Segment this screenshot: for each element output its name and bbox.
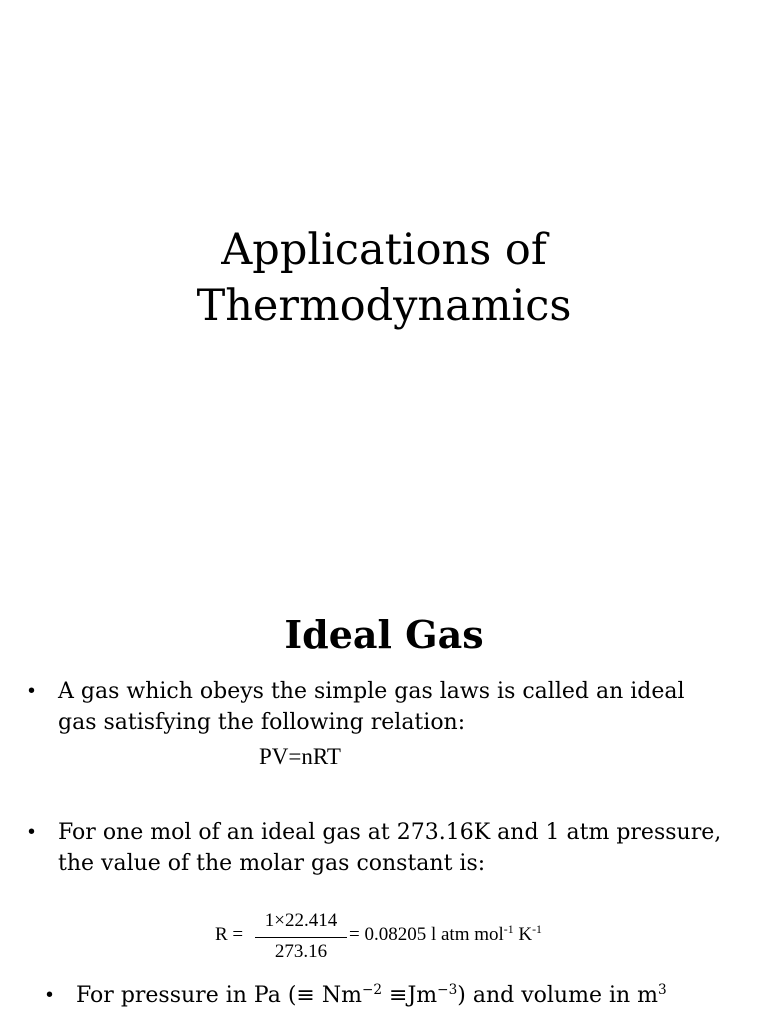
formula-numerator: 1×22.414 bbox=[264, 910, 338, 931]
formula-exponent-mol: -1 bbox=[503, 922, 514, 936]
formula-unit-k: K bbox=[513, 924, 533, 945]
bullet-text: A gas which obeys the simple gas laws is called an ideal gas satisfying the following relation: bbox=[58, 679, 685, 735]
bullet3-sup3: 3 bbox=[658, 981, 667, 998]
gas-constant-formula bbox=[215, 908, 635, 966]
bullet-dot: • bbox=[46, 984, 54, 1006]
bullet3-sup1: −2 bbox=[361, 981, 383, 998]
presentation-title bbox=[0, 222, 768, 334]
formula-rhs-value: = 0.08205 l atm mol bbox=[349, 924, 504, 945]
title-line-2: Thermodynamics bbox=[196, 281, 572, 331]
bullet-dot: • bbox=[28, 821, 36, 843]
ideal-gas-slide bbox=[0, 590, 768, 1024]
formula-fraction bbox=[255, 908, 347, 967]
bullet3-part1: For pressure in Pa (≡ Nm bbox=[76, 983, 362, 1008]
title-line-1: Applications of bbox=[221, 225, 547, 275]
bullet3-part3: ) and volume in m bbox=[457, 983, 659, 1008]
ideal-gas-equation: PV=nRT bbox=[259, 744, 341, 769]
formula-rhs bbox=[349, 924, 542, 946]
bullet3-part2: ≡Jm bbox=[382, 983, 438, 1008]
formula-denominator: 273.16 bbox=[274, 941, 328, 962]
bullet-pressure-units bbox=[46, 980, 746, 1011]
fraction-bar bbox=[255, 937, 347, 938]
bullet-text: For one mol of an ideal gas at 273.16K and 1 atm pressure, the value of the molar gas constant is: bbox=[58, 820, 722, 876]
slide-heading: Ideal Gas bbox=[284, 612, 484, 657]
bullet-text bbox=[76, 980, 746, 1011]
formula-exponent-k: -1 bbox=[532, 922, 542, 936]
formula-lhs: R = bbox=[215, 924, 244, 945]
bullet-ideal-gas-definition bbox=[28, 676, 728, 738]
bullet-molar-gas-constant bbox=[28, 817, 728, 879]
bullet3-sup2: −3 bbox=[437, 981, 458, 998]
bullet-dot: • bbox=[28, 680, 36, 702]
